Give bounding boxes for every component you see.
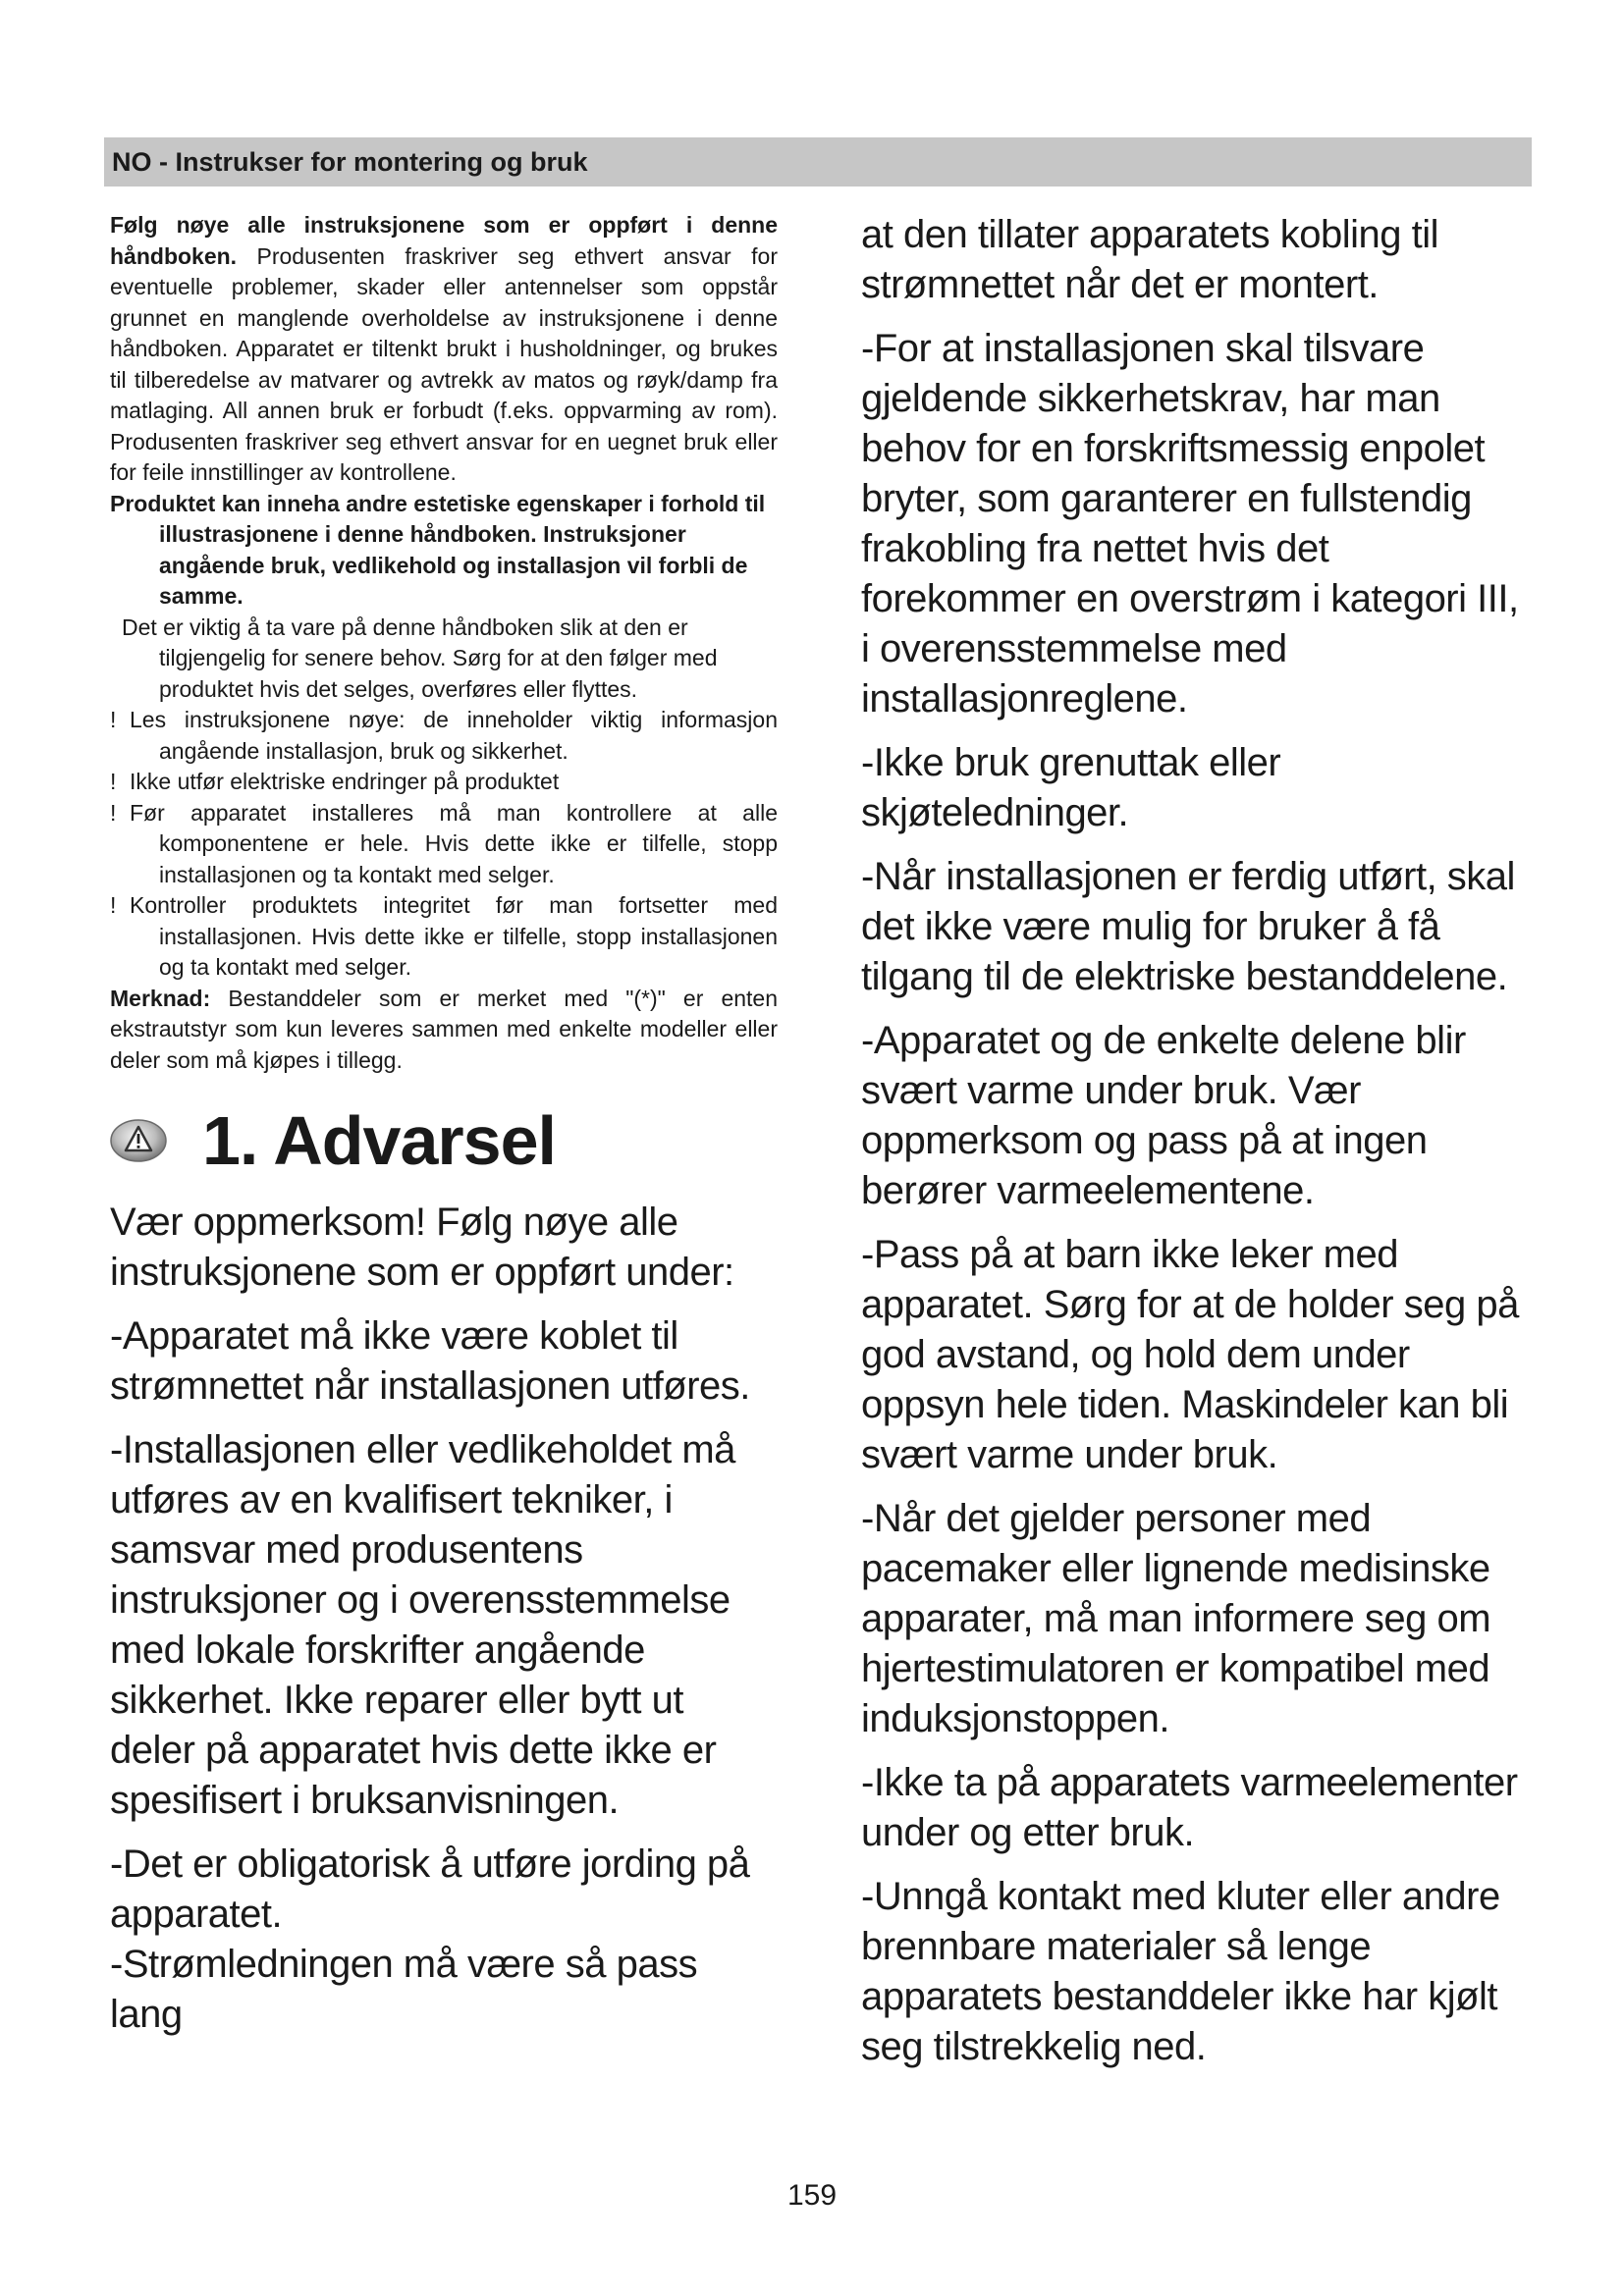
intro-paragraph <box>110 210 778 489</box>
body-paragraph: -For at installasjonen skal tilsvare gjeldende sikkerhetskrav, har man behov for en forskriftsmessig enpolet bryter, som garanterer en fullstendig frakobling fra nettet hvis det forekommer en overstrøm i kategori III, i overensstemmelse med installasjonreglene. <box>861 327 1519 721</box>
note-paragraph <box>110 984 778 1077</box>
warning-item <box>110 705 778 767</box>
warning-item-text: Før apparatet installeres må man kontrollere at alle komponentene er hele. Hvis dette ikke er tilfelle, stopp installasjonen og ta kontakt med selger. <box>130 799 778 887</box>
intro-lead: Følg nøye alle instruksjonene som er oppført i denne håndboken. <box>110 212 778 269</box>
warning-item <box>110 890 778 984</box>
page-header: NO - Instrukser for montering og bruk <box>104 137 1532 187</box>
warning-item <box>110 798 778 891</box>
note-text: Bestanddeler som er merket med "(*)" er enten ekstrautstyr som kun leveres sammen med enkelte modeller eller deler som må kjøpes i tillegg. <box>110 985 778 1073</box>
page-number: 159 <box>786 2179 838 2212</box>
body-paragraph: -Apparatet og de enkelte delene blir svært varme under bruk. Vær oppmerksom og pass på at ingen berører varmeelementene. <box>861 1019 1466 1212</box>
body-paragraph: -Strømledningen må være så pass lang <box>110 1943 698 2036</box>
warning-item-text: Kontroller produktets integritet før man fortsetter med installasjonen. Hvis dette ikke er tilfelle, stopp installasjonen og ta kontakt med selger. <box>130 892 778 980</box>
exclamation-mark: ! <box>110 799 117 826</box>
exclamation-mark: ! <box>110 707 117 732</box>
body-paragraph: -Når det gjelder personer med pacemaker eller lignende medisinske apparater, må man informere seg om hjertestimulatoren er kompatibel med induksjonstoppen. <box>861 1497 1491 1740</box>
warning-item-text: Les instruksjonene nøye: de inneholder viktig informasjon angående installasjon, bruk og sikkerhet. <box>130 707 778 764</box>
body-paragraph: -Det er obligatorisk å utføre jording på apparatet. <box>110 1842 750 1936</box>
exclamation-mark: ! <box>110 769 117 794</box>
body-paragraph: at den tillater apparatets kobling til strømnettet når det er montert. <box>861 213 1439 306</box>
body-paragraph: -Når installasjonen er ferdig utført, skal det ikke være mulig for bruker å få tilgang til de elektriske bestanddelene. <box>861 855 1515 998</box>
keep-manual-note: Det er viktig å ta vare på denne håndboken slik at den er tilgjengelig for senere behov. Sørg for at den følger med produktet hvis det selges, overføres eller flyttes. <box>122 614 718 702</box>
note-label: Merknad: <box>110 985 211 1011</box>
body-paragraph: -Unngå kontakt med kluter eller andre brennbare materialer så lenge apparatets bestanddeler ikke har kjølt seg tilstrekkelig ned. <box>861 1875 1500 2068</box>
intro-text: Produsenten fraskriver seg ethvert ansvar for eventuelle problemer, skader eller antennelser som oppstår grunnet en manglende overholdelse av instruksjonene i denne håndboken. Apparatet er tiltenkt brukt i husholdninger, og brukes til tilberedelse av matvarer og avtrekk av matos og røyk/damp fra matlaging. All annen bruk er forbudt (f.eks. oppvarming av rom). Produsenten fraskriver seg ethvert ansvar for en uegnet bruk eller for feile innstillinger av kontrollene. <box>110 242 778 485</box>
section-heading <box>110 1101 778 1180</box>
body-paragraph: -Ikke ta på apparatets varmeelementer under og etter bruk. <box>861 1761 1518 1854</box>
exclamation-mark: ! <box>110 892 117 918</box>
body-paragraph: Vær oppmerksom! Følg nøye alle instruksjonene som er oppført under: <box>110 1201 734 1294</box>
warning-item <box>110 767 778 798</box>
body-paragraph: -Ikke bruk grenuttak eller skjøteledninger. <box>861 741 1281 834</box>
body-paragraph: -Pass på at barn ikke leker med apparatet. Sørg for at de holder seg på god avstand, og hold dem under oppsyn hele tiden. Maskindeler kan bli svært varme under bruk. <box>861 1233 1519 1476</box>
product-note: Produktet kan inneha andre estetiske egenskaper i forhold til illustrasjonene i denne håndboken. Instruksjoner angående bruk, vedlikehold og installasjon vil forbli de samme. <box>110 490 766 609</box>
warning-icon <box>110 1119 167 1162</box>
right-column <box>861 210 1529 2086</box>
warning-item-text: Ikke utfør elektriske endringer på produktet <box>130 769 560 794</box>
body-paragraph: -Installasjonen eller vedlikeholdet må utføres av en kvalifisert tekniker, i samsvar med produsentens instruksjoner og i overensstemmelse med lokale forskrifter angående sikkerhet. Ikke reparer eller bytt ut deler på apparatet hvis dette ikke er spesifisert i bruksanvisningen. <box>110 1428 735 1822</box>
section-title: 1. Advarsel <box>202 1102 556 1179</box>
body-paragraph: -Apparatet må ikke være koblet til strømnettet når installasjonen utføres. <box>110 1314 750 1408</box>
left-column <box>110 210 778 2054</box>
